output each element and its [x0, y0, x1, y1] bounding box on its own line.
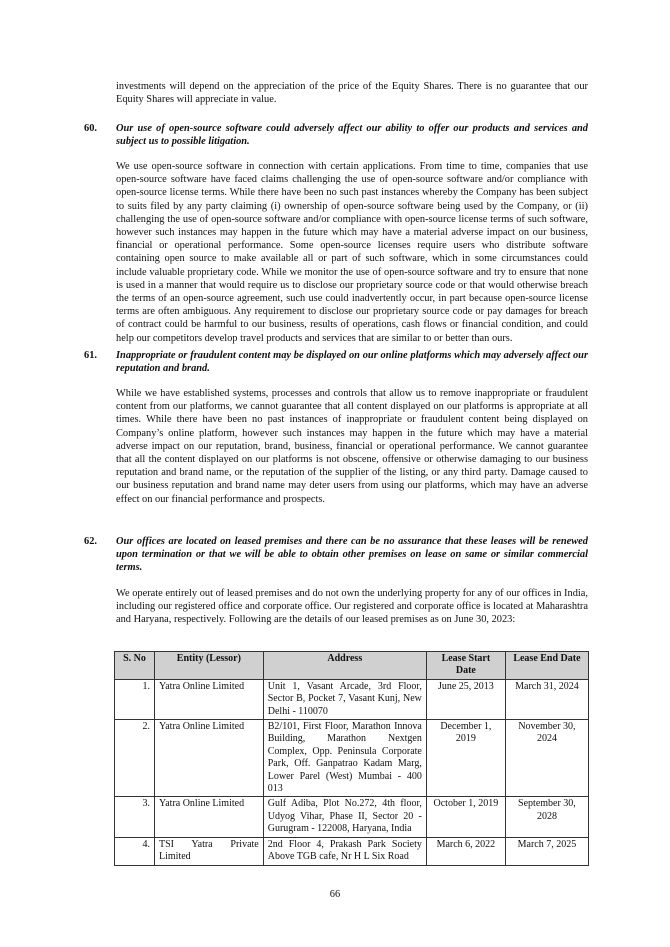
page-number: 66 — [329, 889, 341, 900]
cell-address: Gulf Adiba, Plot No.272, 4th floor, Udyog Vihar, Phase II, Sector 20 - Gurugram - 122008, Haryana, India — [263, 797, 426, 837]
header-sno: S. No — [115, 652, 155, 680]
cell-lease-end: March 7, 2025 — [505, 837, 588, 865]
cell-lease-end: November 30, 2024 — [505, 720, 588, 797]
intro-paragraph: investments will depend on the appreciation of the price of the Equity Shares. There is no guarantee that our Equity Shares will appreciate in value. — [116, 81, 588, 106]
cell-lease-start: June 25, 2013 — [426, 679, 505, 719]
risk-factor-62-body: We operate entirely out of leased premises and do not own the underlying property for any of our offices in India, including our registered office and corporate office. Our registered and corporate office is located at Maharashtra and Haryana, respectively. Following are the details of our leased premises as on June 30, 2023: — [116, 588, 588, 626]
risk-factor-title: Our use of open-source software could adversely affect our ability to offer our products and services and subject us to possible litigation. — [116, 123, 588, 148]
risk-factor-number: 62. — [84, 536, 97, 547]
risk-factor-62-heading — [84, 535, 588, 575]
risk-factor-61-heading — [84, 349, 588, 375]
cell-entity: Yatra Online Limited — [155, 679, 264, 719]
cell-sno: 3. — [115, 797, 155, 837]
cell-entity: TSI Yatra Private Limited — [155, 837, 264, 865]
table-row — [115, 837, 589, 865]
cell-address: B2/101, First Floor, Marathon Innova Building, Marathon Nextgen Complex, Opp. Peninsula Corporate Park, Off. Ganpatrao Kadam Marg, Lower Parel (West) Mumbai - 400 013 — [263, 720, 426, 797]
cell-entity: Yatra Online Limited — [155, 797, 264, 837]
risk-factor-number: 61. — [84, 350, 97, 361]
cell-lease-start: March 6, 2022 — [426, 837, 505, 865]
risk-factor-title: Our offices are located on leased premises and there can be no assurance that these leases will be renewed upon termination or that we will be able to obtain other premises on lease on same or similar commercial terms. — [116, 536, 588, 574]
risk-factor-number: 60. — [84, 123, 97, 134]
cell-lease-start: December 1, 2019 — [426, 720, 505, 797]
risk-factor-title: Inappropriate or fraudulent content may be displayed on our online platforms which may adversely affect our reputation and brand. — [116, 350, 588, 375]
risk-factor-61-body: While we have established systems, processes and controls that allow us to remove inappropriate or fraudulent content from our platforms, we cannot guarantee that all content displayed on our platforms is appropriate at all times. While there have been no past instances of inappropriate or fraudulent content being displayed on Company’s online platform, however such instances may happen in the future which may have a material adverse impact on our reputation, brand, business, financial or operational performance. We cannot guarantee that all the content displayed on our platforms is not obscene, offensive or otherwise damaging to our business reputation and brand name, or the reputation of the supplier of the listing, or any third party. Damage caused to our business reputation and brand name may deter users from using our platforms, which may have an adverse effect on our financial performance and prospects. — [116, 388, 588, 505]
cell-lease-end: September 30, 2028 — [505, 797, 588, 837]
table-row — [115, 797, 589, 837]
cell-sno: 1. — [115, 679, 155, 719]
cell-address: Unit 1, Vasant Arcade, 3rd Floor, Sector B, Pocket 7, Vasant Kunj, New Delhi - 110070 — [263, 679, 426, 719]
cell-sno: 2. — [115, 720, 155, 797]
cell-lease-start: October 1, 2019 — [426, 797, 505, 837]
cell-entity: Yatra Online Limited — [155, 720, 264, 797]
risk-factor-60-body: We use open-source software in connection with certain applications. From time to time, companies that use open-source software have faced claims challenging the use of open-source software and/or compliance with open-source license terms. While there have been no such past instances whereby the Company has been subject to suits filed by any party claiming (i) ownership of open-source software being used by the Company, or (ii) challenging the use of open-source software and/or compliance with open-source license terms of such software, however such instances may happen in the future which may have a material adverse impact on our business, financial or operational performance. Some open-source licenses require users who distribute software containing open source to make available all or part of such software, which in some circumstances could include valuable proprietary code. While we monitor the use of open-source software and try to ensure that none is used in a manner that would require us to disclose our proprietary source code or that would otherwise breach the terms of an open-source agreement, such use could inadvertently occur, in part because open-source license terms are often ambiguous. Any requirement to disclose our proprietary source code or pay damages for breach of contract could be harmful to our business, results of operations, cash flows or financial condition, and could help our competitors develop travel products and services that are similar to or better than ours. — [116, 161, 588, 344]
table-header-row — [115, 652, 589, 680]
leased-premises-table — [114, 651, 589, 866]
table-row — [115, 720, 589, 797]
cell-sno: 4. — [115, 837, 155, 865]
header-lease-start: Lease Start Date — [426, 652, 505, 680]
risk-factor-60-heading — [84, 122, 588, 148]
cell-lease-end: March 31, 2024 — [505, 679, 588, 719]
header-entity: Entity (Lessor) — [155, 652, 264, 680]
header-lease-end: Lease End Date — [505, 652, 588, 680]
header-address: Address — [263, 652, 426, 680]
table-row — [115, 679, 589, 719]
cell-address: 2nd Floor 4, Prakash Park Society Above TGB cafe, Nr H L Six Road — [263, 837, 426, 865]
